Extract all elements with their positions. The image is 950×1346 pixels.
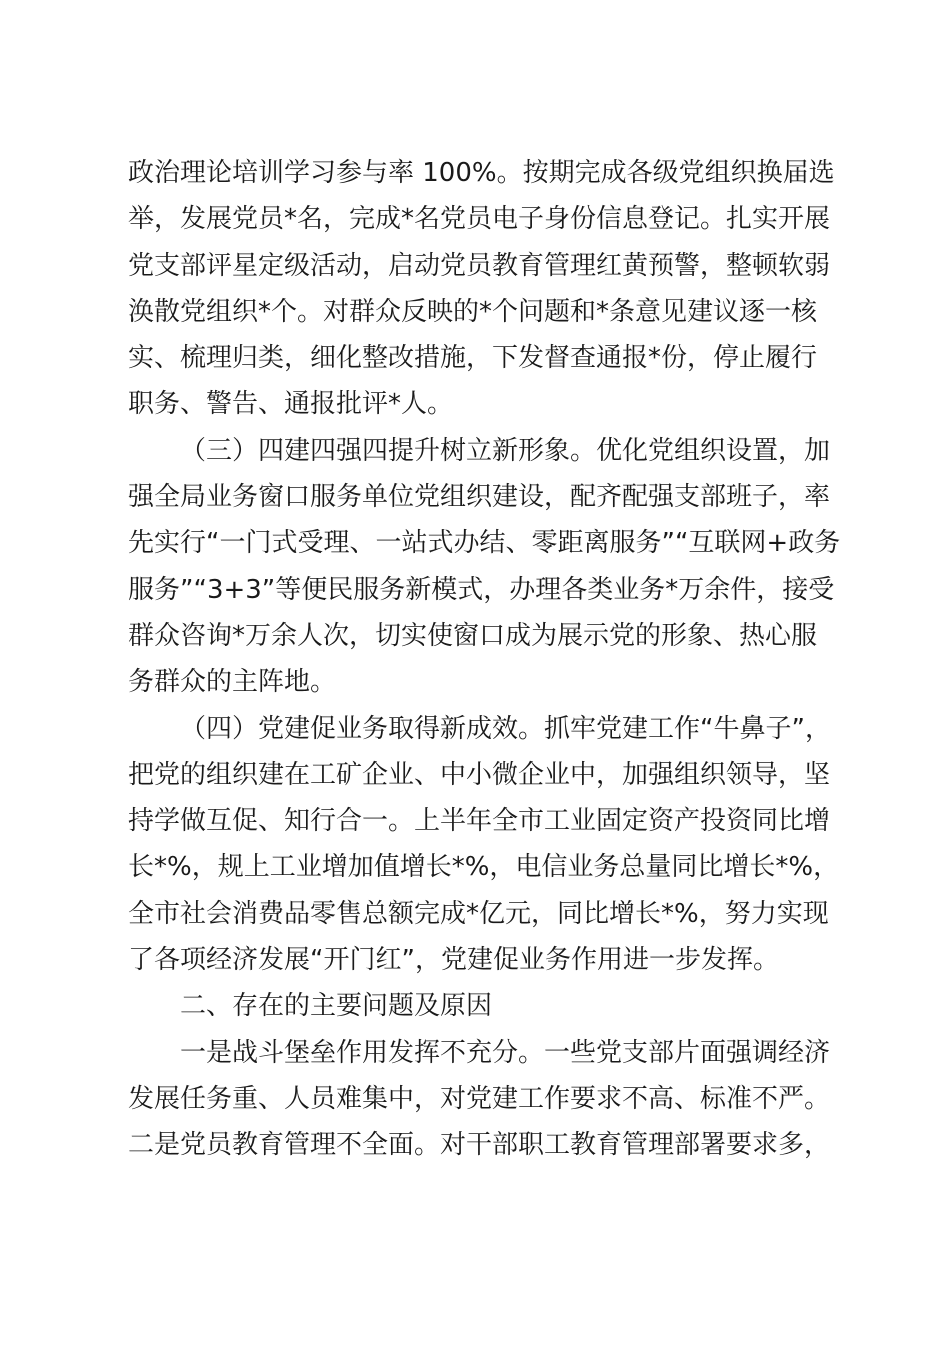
text-line: 涣散党组织*个。对群众反映的*个问题和*条意见建议逐一核 <box>128 296 818 327</box>
text-line: 务群众的主阵地。 <box>128 667 337 698</box>
text-line: 先实行“一门式受理、一站式办结、零距离服务”“互联网+政务 <box>128 528 841 559</box>
text-line: 发展任务重、人员难集中，对党建工作要求不高、标准不严。 <box>128 1083 831 1114</box>
text-line: 群众咨询*万余人次，切实使窗口成为展示党的形象、热心服 <box>128 620 818 651</box>
text-line: 职务、警告、通报批评*人。 <box>128 389 454 420</box>
text-line: 强全局业务窗口服务单位党组织建设，配齐配强支部班子，率 <box>128 482 831 513</box>
text-line: 把党的组织建在工矿企业、中小微企业中，加强组织领导，坚 <box>128 759 831 790</box>
text-line: 实、梳理归类，细化整改措施，下发督查通报*份，停止履行 <box>128 343 818 374</box>
text-line: 举，发展党员*名，完成*名党员电子身份信息登记。扎实开展 <box>128 204 831 235</box>
text-line: 党支部评星定级活动，启动党员教育管理红黄预警，整顿软弱 <box>128 250 831 281</box>
document-body <box>128 150 841 1169</box>
text-line: 服务”“3+3”等便民服务新模式，办理各类业务*万余件，接受 <box>128 574 835 605</box>
text-line: 长*%，规上工业增加值增长*%，电信业务总量同比增长*%， <box>128 852 840 883</box>
text-line: 政治理论培训学习参与率 100%。按期完成各级党组织换届选 <box>128 158 835 188</box>
text-line: 一是战斗堡垒作用发挥不充分。一些党支部片面强调经济 <box>180 1037 831 1068</box>
text-line: 全市社会消费品零售总额完成*亿元，同比增长*%，努力实现 <box>128 898 829 929</box>
text-line: 持学做互促、知行合一。上半年全市工业固定资产投资同比增 <box>128 806 831 837</box>
text-line: 了各项经济发展“开门红”，党建促业务作用进一步发挥。 <box>128 945 779 976</box>
text-line: （四）党建促业务取得新成效。抓牢党建工作“牛鼻子”， <box>180 713 831 744</box>
text-line: （三）四建四强四提升树立新形象。优化党组织设置，加 <box>180 435 831 466</box>
text-line: 二是党员教育管理不全面。对干部职工教育管理部署要求多， <box>128 1130 831 1161</box>
text-line: 二、存在的主要问题及原因 <box>180 991 493 1022</box>
